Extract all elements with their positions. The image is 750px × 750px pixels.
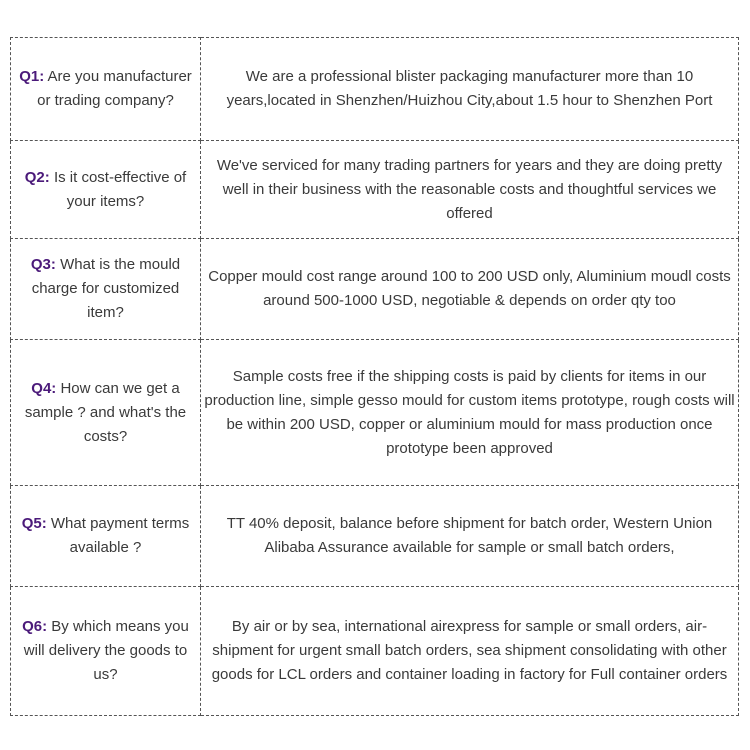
answer-text: Sample costs free if the shipping costs is paid by clients for items in our production line, simple gesso mould for custom items prototype, rough costs will be within 200 USD, copper or aluminium mould for mass production once prototype been approved [204, 367, 735, 457]
question-text: How can we get a sample ? and what's the costs? [24, 379, 187, 445]
question-cell [11, 340, 201, 486]
question-text: What payment terms available ? [50, 515, 190, 556]
question-number: Q2: [24, 168, 50, 186]
answer-text: TT 40% deposit, balance before shipment for batch order, Western Union Alibaba Assurance available for sample or small batch orders, [226, 515, 713, 556]
answer-cell [201, 141, 739, 239]
question-cell [11, 239, 201, 340]
question-number: Q1: [19, 68, 45, 85]
question-cell [11, 486, 201, 587]
question-number: Q6: [22, 618, 48, 635]
faq-row-3 [11, 239, 739, 340]
answer-text: We've serviced for many trading partners for years and they are doing pretty well in their business with the reasonable costs and thoughtful services we offered [216, 156, 723, 222]
question-number: Q4: [31, 379, 57, 397]
answer-cell [201, 38, 739, 141]
answer-cell [201, 239, 739, 340]
faq-table [10, 37, 739, 716]
question-cell [11, 141, 201, 239]
faq-row-5 [11, 486, 739, 587]
answer-cell [201, 340, 739, 486]
question-text: By which means you will delivery the goods to us? [23, 618, 189, 683]
answer-cell [201, 486, 739, 587]
question-text: Are you manufacturer or trading company? [37, 68, 192, 109]
answer-text: Copper mould cost range around 100 to 200 USD only, Aluminium moudl costs around 500-1000 USD, negotiable & depends on order qty too [208, 268, 731, 309]
answer-cell [201, 587, 739, 716]
question-text: What is the mould charge for customized item? [31, 256, 181, 321]
question-cell [11, 587, 201, 716]
question-cell [11, 38, 201, 141]
faq-row-2 [11, 141, 739, 239]
faq-row-6 [11, 587, 739, 716]
answer-text: We are a professional blister packaging manufacturer more than 10 years,located in Shenzhen/Huizhou City,about 1.5 hour to Shenzhen Port [226, 68, 713, 109]
faq-row-1 [11, 38, 739, 141]
question-number: Q5: [21, 515, 47, 532]
question-number: Q3: [30, 256, 56, 273]
question-text: Is it cost-effective of your items? [53, 168, 187, 210]
answer-text: By air or by sea, international airexpress for sample or small orders, air-shipment for urgent small batch orders, sea shipment consolidating with other goods for LCL orders and container loading in factory for Full container orders [211, 618, 728, 683]
faq-row-4 [11, 340, 739, 486]
